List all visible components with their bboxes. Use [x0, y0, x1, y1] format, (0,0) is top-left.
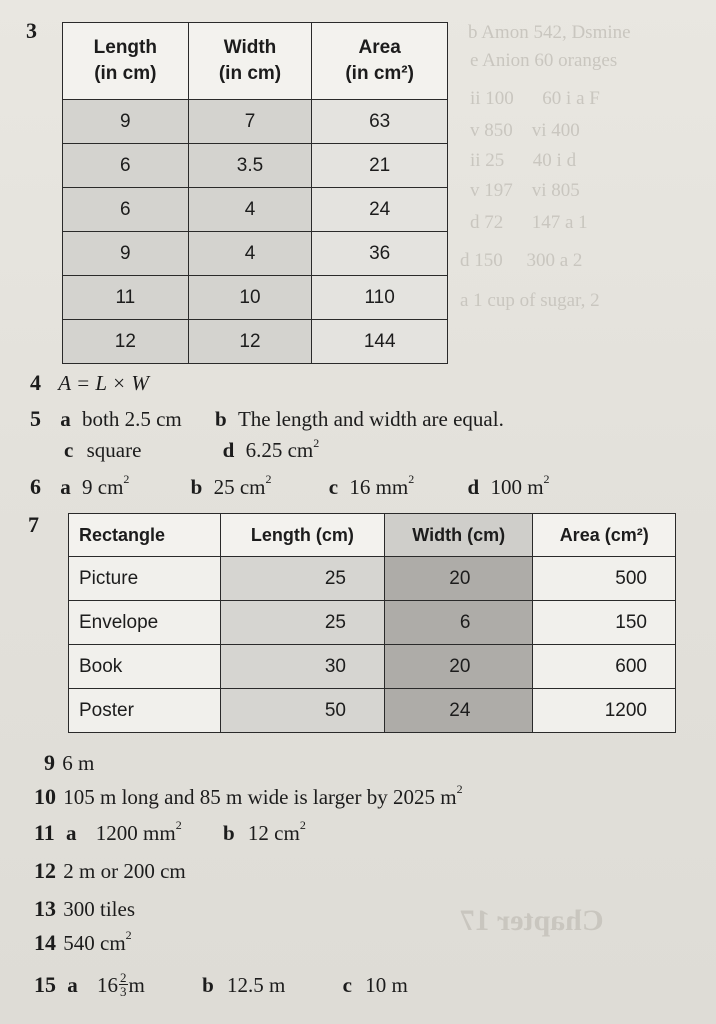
- superscript: 2: [265, 472, 272, 486]
- question-number-4: 4: [30, 370, 41, 395]
- formula: A = L × W: [58, 371, 149, 395]
- cell: 9: [63, 232, 189, 276]
- part-label-b: b: [190, 475, 203, 499]
- answer-9-text: 6 m: [62, 751, 95, 775]
- cell: 24: [312, 188, 448, 232]
- answer-5c: square: [86, 438, 142, 462]
- question-number-11: 11: [34, 820, 55, 845]
- superscript: 2: [125, 928, 132, 942]
- table-row: [63, 188, 448, 232]
- question-number-14: 14: [34, 930, 56, 955]
- cell: 1200: [533, 689, 676, 733]
- answer-13-text: 300 tiles: [63, 897, 135, 921]
- bleed-through-text: b Amon 542, Dsmine: [468, 22, 631, 43]
- cell: 110: [312, 276, 448, 320]
- part-label-b: b: [202, 973, 214, 997]
- fraction: [119, 971, 128, 998]
- question-number-9: 9: [44, 750, 55, 775]
- question-number-6: 6: [30, 474, 41, 499]
- bleed-through-text: e Anion 60 oranges: [470, 50, 618, 71]
- table-row: [63, 276, 448, 320]
- cell: 6: [63, 144, 189, 188]
- answer-6: [30, 474, 550, 500]
- bleed-through-text: ii 100 60 i a F: [470, 88, 600, 109]
- answer-12-text: 2 m or 200 cm: [63, 859, 186, 883]
- bleed-through-text: ii 25 40 i d: [470, 150, 577, 171]
- part-label-a: a: [60, 475, 71, 499]
- answer-5-line-1: [30, 406, 504, 432]
- bleed-through-text: d 72 147 a 1: [470, 212, 588, 233]
- cell: 11: [63, 276, 189, 320]
- bleed-through-text: v 850 vi 400: [470, 120, 580, 141]
- cell: 30: [220, 645, 384, 689]
- answer-6d: 100 m: [490, 475, 544, 499]
- part-label-c: c: [64, 438, 74, 462]
- answer-15c: 10 m: [365, 973, 408, 997]
- cell: 500: [533, 557, 676, 601]
- cell: Poster: [69, 689, 221, 733]
- question-number-13: 13: [34, 896, 56, 921]
- header-width: Width (cm): [385, 514, 533, 557]
- question-number-15: 15: [34, 972, 56, 997]
- answer-14: [34, 930, 132, 956]
- answer-11a: 1200 mm: [95, 821, 176, 845]
- answer-10-text: 105 m long and 85 m wide is larger by 2025 m: [63, 785, 457, 809]
- answer-5a: both 2.5 cm: [82, 407, 182, 431]
- cell: Envelope: [69, 601, 221, 645]
- answer-14-text: 540 cm: [63, 931, 126, 955]
- cell: 4: [188, 188, 312, 232]
- cell: 4: [188, 232, 312, 276]
- cell: Book: [69, 645, 221, 689]
- cell: 7: [188, 100, 312, 144]
- table-row: [63, 232, 448, 276]
- fraction-denominator: 3: [120, 983, 127, 999]
- answer-9: [44, 750, 94, 776]
- header-area: Area (cm²): [533, 514, 676, 557]
- question-number-7: 7: [28, 512, 39, 537]
- table-row: [63, 100, 448, 144]
- answer-5-line-2: [64, 438, 319, 463]
- superscript: 2: [408, 472, 415, 486]
- cell: 150: [533, 601, 676, 645]
- bleed-through-text: d 150 300 a 2: [460, 250, 583, 271]
- answer-6c: 16 mm: [349, 475, 409, 499]
- cell: 20: [385, 557, 533, 601]
- header-length: Length (cm): [220, 514, 384, 557]
- mixed-number-whole: 16: [97, 973, 118, 997]
- cell: 9: [63, 100, 189, 144]
- answer-11: [34, 820, 306, 846]
- part-label-b: b: [215, 407, 227, 431]
- table-row: [69, 689, 676, 733]
- dimensions-table: [62, 22, 448, 364]
- table-row: [69, 601, 676, 645]
- cell: 6: [63, 188, 189, 232]
- table-row: [63, 144, 448, 188]
- question-number-5: 5: [30, 406, 41, 431]
- cell: 20: [385, 645, 533, 689]
- cell: 12: [188, 320, 312, 364]
- question-number-3: 3: [26, 18, 37, 43]
- table-header-row: [69, 514, 676, 557]
- cell: 21: [312, 144, 448, 188]
- superscript: 2: [175, 818, 182, 832]
- answer-5b: The length and width are equal.: [237, 407, 504, 431]
- fraction-numerator: 2: [120, 969, 127, 985]
- part-label-a: a: [60, 407, 71, 431]
- part-label-c: c: [342, 973, 352, 997]
- cell: Picture: [69, 557, 221, 601]
- table-row: [69, 557, 676, 601]
- answer-4: [30, 370, 149, 396]
- cell: 36: [312, 232, 448, 276]
- table-header-row: [63, 23, 448, 100]
- part-label-c: c: [328, 475, 339, 499]
- cell: 63: [312, 100, 448, 144]
- answer-12: [34, 858, 186, 884]
- part-label-a: a: [67, 973, 78, 997]
- question-number-10: 10: [34, 784, 56, 809]
- table-row: [63, 320, 448, 364]
- part-label-d: d: [222, 438, 235, 462]
- cell: 3.5: [188, 144, 312, 188]
- cell: 144: [312, 320, 448, 364]
- cell: 25: [220, 557, 384, 601]
- rectangles-table: [68, 513, 676, 733]
- part-label-b: b: [222, 821, 235, 845]
- part-label-a: a: [66, 821, 77, 845]
- question-number-12: 12: [34, 858, 56, 883]
- part-label-d: d: [467, 475, 480, 499]
- header-rectangle: Rectangle: [69, 514, 221, 557]
- answer-11b: 12 cm: [247, 821, 300, 845]
- mixed-number: [97, 969, 145, 999]
- answer-15: [34, 969, 408, 1001]
- answer-15b: 12.5 m: [227, 973, 286, 997]
- answer-6a: 9 cm: [82, 475, 124, 499]
- superscript: 2: [299, 818, 306, 832]
- table-row: [69, 645, 676, 689]
- unit: m: [128, 973, 145, 997]
- bleed-through-text: a 1 cup of sugar, 2: [460, 290, 600, 311]
- answer-10: [34, 784, 463, 810]
- header-area: Area (in cm²): [312, 23, 448, 100]
- cell: 600: [533, 645, 676, 689]
- cell: 25: [220, 601, 384, 645]
- bleed-through-text: v 197 vi 805: [470, 180, 580, 201]
- cell: 50: [220, 689, 384, 733]
- cell: 24: [385, 689, 533, 733]
- answer-13: [34, 896, 135, 922]
- header-width: Width (in cm): [188, 23, 312, 100]
- cell: 12: [63, 320, 189, 364]
- superscript: 2: [313, 436, 320, 450]
- answer-6b: 25 cm: [213, 475, 266, 499]
- bleed-through-heading: Chapter 17: [460, 904, 604, 937]
- cell: 6: [385, 601, 533, 645]
- superscript: 2: [456, 782, 463, 796]
- header-length: Length (in cm): [63, 23, 189, 100]
- superscript: 2: [543, 472, 550, 486]
- superscript: 2: [123, 472, 130, 486]
- cell: 10: [188, 276, 312, 320]
- answer-5d: 6.25 cm: [245, 438, 314, 462]
